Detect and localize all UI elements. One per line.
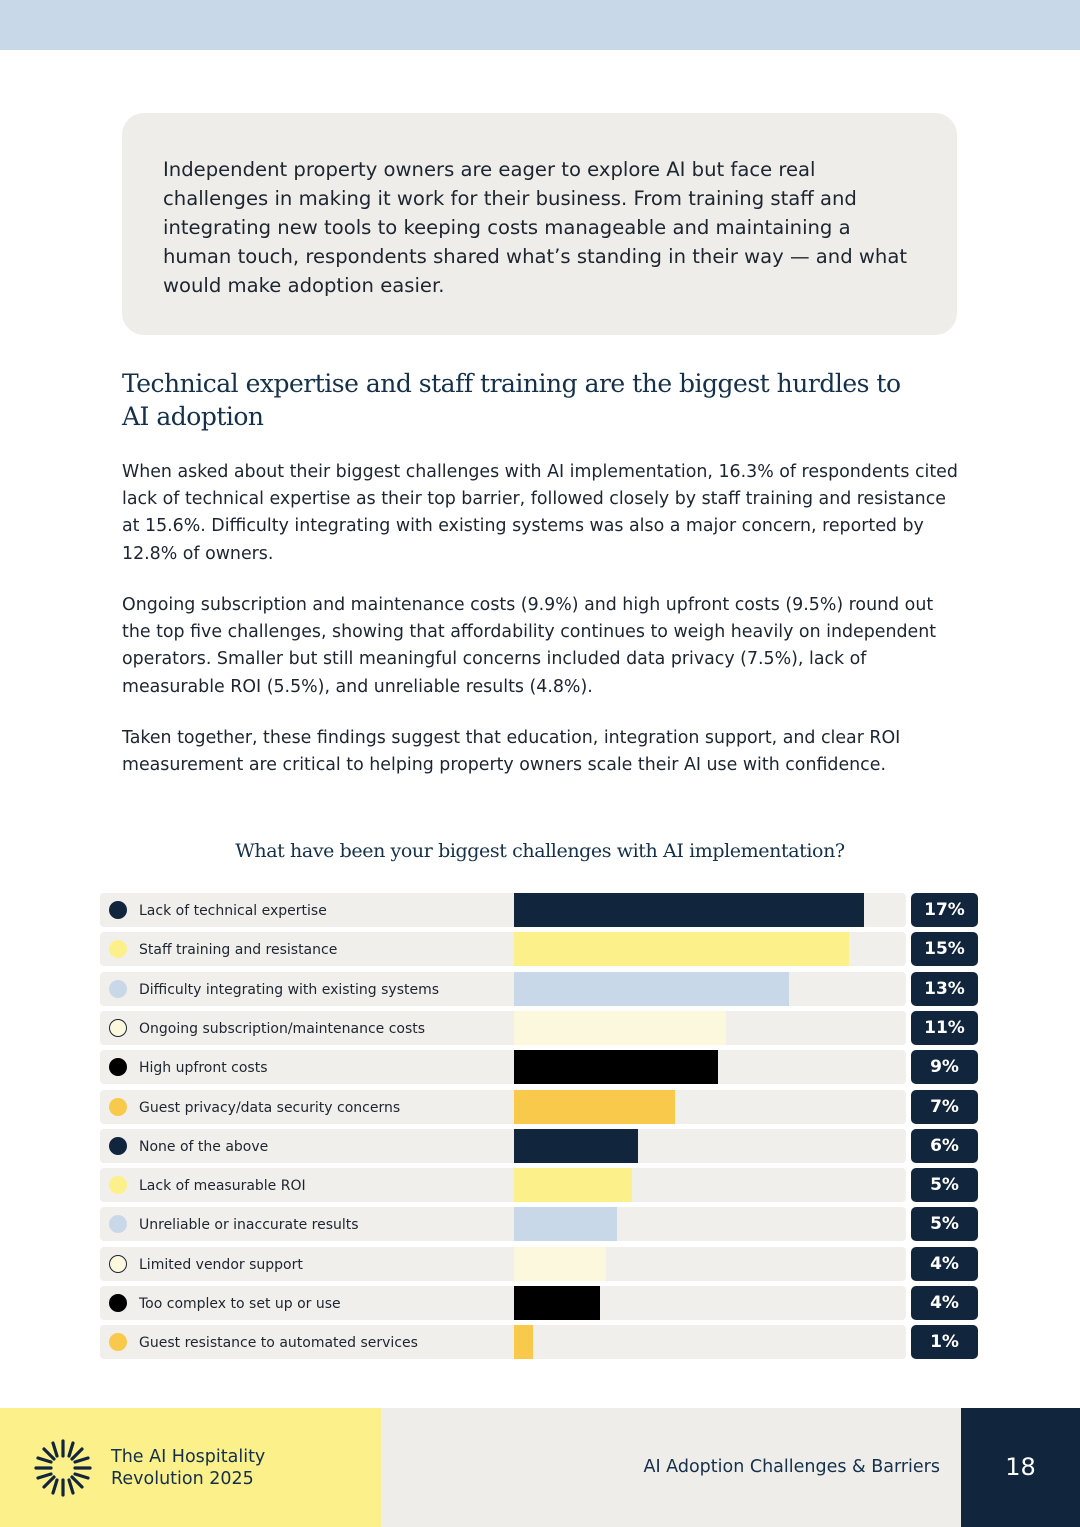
category-label: High upfront costs xyxy=(139,1060,268,1077)
chart-row xyxy=(100,1247,980,1281)
category-label: Guest resistance to automated services xyxy=(139,1335,418,1352)
brand-name: The AI Hospitality Revolution 2025 xyxy=(111,1447,266,1489)
intro-callout xyxy=(122,113,957,335)
category-label: Lack of technical expertise xyxy=(139,903,327,919)
bar xyxy=(514,972,789,1006)
legend-dot xyxy=(109,1137,127,1155)
top-band xyxy=(0,0,1080,50)
bar xyxy=(514,893,864,927)
chart-row xyxy=(100,1050,980,1084)
category-label: Staff training and resistance xyxy=(139,942,338,959)
category-label: Guest privacy/data security concerns xyxy=(139,1099,401,1116)
value-label: 9% xyxy=(911,1050,978,1084)
value-label: 4% xyxy=(911,1286,978,1320)
value-label: 6% xyxy=(911,1129,978,1163)
category-label: None of the above xyxy=(139,1138,269,1155)
legend-dot xyxy=(109,901,127,919)
bar xyxy=(514,1325,533,1359)
body-paragraph-1: When asked about their biggest challenges with AI implementation, 16.3% of respondents cited lack of technical expertise as their top barrier, followed closely by staff training and resistance at 15.6%. Difficulty integrating with existing systems was also a major concern, reported by 12.8% of owners. xyxy=(122,462,958,564)
footer xyxy=(0,1408,1080,1527)
bar xyxy=(514,1090,675,1124)
chart-row xyxy=(100,1090,980,1124)
value-label: 15% xyxy=(911,932,978,966)
legend-dot xyxy=(109,1294,127,1312)
legend-dot xyxy=(109,980,127,998)
category-label: Difficulty integrating with existing systems xyxy=(139,981,440,998)
chart-row xyxy=(100,1129,980,1163)
legend-dot xyxy=(109,1176,127,1194)
section-heading: Technical expertise and staff training are the biggest hurdles to AI adoption xyxy=(122,369,901,431)
legend-dot xyxy=(109,1019,127,1037)
category-label: Too complex to set up or use xyxy=(139,1296,341,1312)
section-name: AI Adoption Challenges & Barriers xyxy=(643,1457,940,1477)
value-label: 11% xyxy=(911,1011,978,1045)
value-label: 4% xyxy=(911,1247,978,1281)
bar xyxy=(514,932,849,966)
bar xyxy=(514,1129,638,1163)
legend-dot xyxy=(109,1098,127,1116)
category-label: Limited vendor support xyxy=(139,1256,303,1273)
category-label: Ongoing subscription/maintenance costs xyxy=(139,1020,426,1037)
value-label: 1% xyxy=(911,1325,978,1359)
chart-row xyxy=(100,1207,980,1241)
bar xyxy=(514,1050,718,1084)
chart-row xyxy=(100,932,980,966)
category-label: Unreliable or inaccurate results xyxy=(139,1217,359,1234)
bar xyxy=(514,1247,606,1281)
value-label: 7% xyxy=(911,1090,978,1124)
bar xyxy=(514,1168,632,1202)
challenges-bar-chart xyxy=(100,893,980,1363)
value-label: 5% xyxy=(911,1168,978,1202)
value-label: 17% xyxy=(911,893,978,927)
chart-title: What have been your biggest challenges with AI implementation? xyxy=(235,840,845,862)
chart-row xyxy=(100,1286,980,1320)
chart-row xyxy=(100,1168,980,1202)
body-paragraph-2: Ongoing subscription and maintenance costs (9.9%) and high upfront costs (9.5%) round out the top five challenges, showing that affordability continues to weigh heavily on independent operators. Smaller but still meaningful concerns included data privacy (7.5%), lack of measurable ROI (5.5%), and unreliable results (4.8%). xyxy=(122,595,937,697)
value-label: 13% xyxy=(911,972,978,1006)
category-label: Lack of measurable ROI xyxy=(139,1178,306,1195)
starburst-logo-icon xyxy=(34,1439,92,1497)
chart-row xyxy=(100,1325,980,1359)
legend-dot xyxy=(109,1255,127,1273)
page-number-box xyxy=(961,1408,1080,1527)
value-label: 5% xyxy=(911,1207,978,1241)
intro-text: Independent property owners are eager to explore AI but face real challenges in making it work for their business. From training staff and integrating new tools to keeping costs manageable and maintaining a human touch, respondents shared what’s standing in their way — and what would make adoption easier. xyxy=(163,158,908,297)
bar xyxy=(514,1286,600,1320)
body-paragraph-3: Taken together, these findings suggest that education, integration support, and clear ROI measurement are critical to helping property owners scale their AI use with confidence. xyxy=(122,728,901,776)
page-number: 18 xyxy=(1005,1453,1036,1481)
footer-brand-panel xyxy=(0,1408,381,1527)
chart-row xyxy=(100,972,980,1006)
bar xyxy=(514,1011,726,1045)
bar xyxy=(514,1207,617,1241)
chart-row xyxy=(100,1011,980,1045)
chart-row xyxy=(100,893,980,927)
